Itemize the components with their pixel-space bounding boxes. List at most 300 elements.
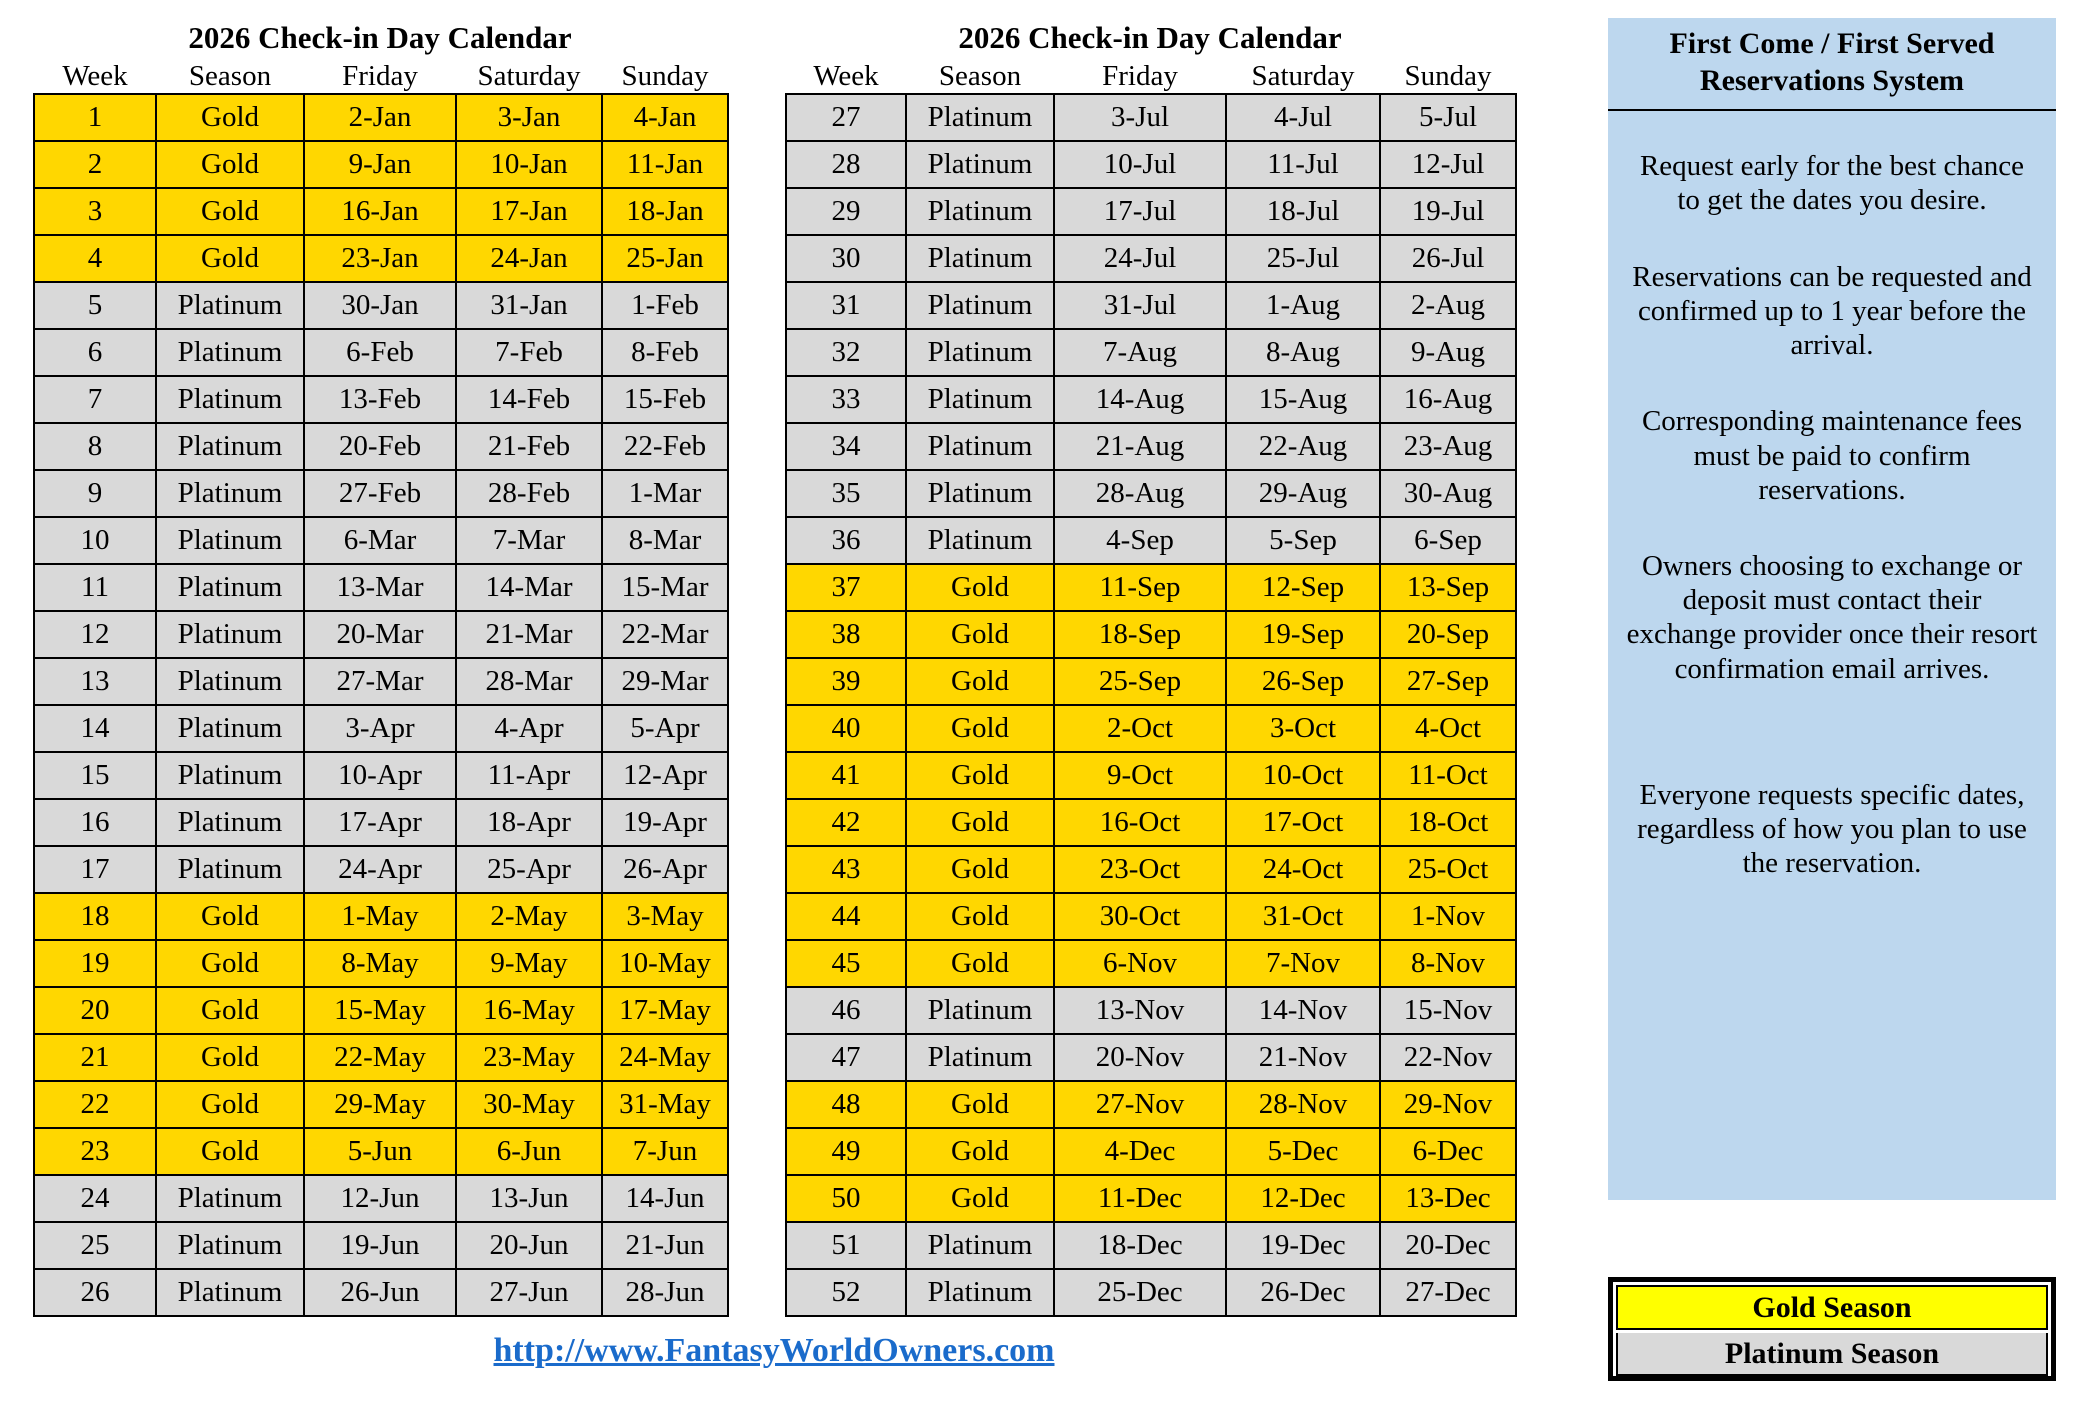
friday-cell: 4-Dec	[1054, 1128, 1226, 1175]
sunday-cell: 30-Aug	[1380, 470, 1516, 517]
friday-cell: 6-Mar	[304, 517, 456, 564]
week-cell: 8	[34, 423, 156, 470]
sunday-cell: 4-Jan	[602, 94, 728, 141]
sunday-cell: 26-Apr	[602, 846, 728, 893]
saturday-cell: 11-Apr	[456, 752, 602, 799]
table-row-week-34	[786, 423, 1516, 470]
sunday-cell: 5-Jul	[1380, 94, 1516, 141]
sunday-cell: 27-Dec	[1380, 1269, 1516, 1316]
friday-cell: 3-Jul	[1054, 94, 1226, 141]
week-cell: 31	[786, 282, 906, 329]
friday-cell: 23-Oct	[1054, 846, 1226, 893]
friday-cell: 13-Mar	[304, 564, 456, 611]
table-row-week-14	[34, 705, 728, 752]
week-cell: 9	[34, 470, 156, 517]
season-cell: Platinum	[906, 282, 1054, 329]
sunday-cell: 7-Jun	[602, 1128, 728, 1175]
saturday-cell: 27-Jun	[456, 1269, 602, 1316]
saturday-cell: 12-Dec	[1226, 1175, 1380, 1222]
table-row-week-15	[34, 752, 728, 799]
week-cell: 14	[34, 705, 156, 752]
info-paragraph: Everyone requests specific dates, regardless of how you plan to use the reservation.	[1637, 778, 2027, 880]
sunday-cell: 2-Aug	[1380, 282, 1516, 329]
saturday-cell: 19-Sep	[1226, 611, 1380, 658]
season-cell: Platinum	[156, 611, 304, 658]
week-cell: 37	[786, 564, 906, 611]
saturday-cell: 2-May	[456, 893, 602, 940]
table-row-week-33	[786, 376, 1516, 423]
saturday-cell: 31-Oct	[1226, 893, 1380, 940]
saturday-cell: 31-Jan	[456, 282, 602, 329]
friday-cell: 29-May	[304, 1081, 456, 1128]
saturday-cell: 10-Oct	[1226, 752, 1380, 799]
sunday-cell: 29-Mar	[602, 658, 728, 705]
saturday-cell: 8-Aug	[1226, 329, 1380, 376]
sunday-cell: 11-Jan	[602, 141, 728, 188]
table-row-week-50	[786, 1175, 1516, 1222]
sunday-cell: 13-Sep	[1380, 564, 1516, 611]
friday-cell: 18-Dec	[1054, 1222, 1226, 1269]
week-cell: 49	[786, 1128, 906, 1175]
sunday-cell: 18-Oct	[1380, 799, 1516, 846]
table-row-week-40	[786, 705, 1516, 752]
table-row-week-39	[786, 658, 1516, 705]
table-row-week-38	[786, 611, 1516, 658]
week-cell: 28	[786, 141, 906, 188]
sunday-cell: 31-May	[602, 1081, 728, 1128]
season-cell: Platinum	[906, 141, 1054, 188]
saturday-cell: 11-Jul	[1226, 141, 1380, 188]
table-row-week-19	[34, 940, 728, 987]
table-row-week-2	[34, 141, 728, 188]
sunday-cell: 17-May	[602, 987, 728, 1034]
table-row-week-31	[786, 282, 1516, 329]
column-header-saturday: Saturday	[1226, 60, 1380, 94]
sunday-cell: 26-Jul	[1380, 235, 1516, 282]
season-cell: Gold	[906, 752, 1054, 799]
saturday-cell: 16-May	[456, 987, 602, 1034]
season-cell: Gold	[906, 940, 1054, 987]
saturday-cell: 7-Feb	[456, 329, 602, 376]
saturday-cell: 19-Dec	[1226, 1222, 1380, 1269]
season-cell: Platinum	[156, 658, 304, 705]
table-row-week-9	[34, 470, 728, 517]
friday-cell: 11-Sep	[1054, 564, 1226, 611]
week-cell: 2	[34, 141, 156, 188]
season-cell: Gold	[156, 141, 304, 188]
friday-cell: 26-Jun	[304, 1269, 456, 1316]
season-cell: Platinum	[906, 517, 1054, 564]
sunday-cell: 8-Mar	[602, 517, 728, 564]
table-row-week-17	[34, 846, 728, 893]
saturday-cell: 14-Nov	[1226, 987, 1380, 1034]
week-cell: 13	[34, 658, 156, 705]
calendar-title-right: 2026 Check-in Day Calendar	[958, 20, 1342, 55]
season-cell: Gold	[906, 564, 1054, 611]
checkin-table-jul-dec	[785, 60, 1517, 1317]
friday-cell: 12-Jun	[304, 1175, 456, 1222]
season-cell: Gold	[906, 846, 1054, 893]
header-row	[34, 60, 728, 94]
sunday-cell: 8-Nov	[1380, 940, 1516, 987]
season-cell: Platinum	[906, 376, 1054, 423]
friday-cell: 30-Oct	[1054, 893, 1226, 940]
season-cell: Platinum	[156, 376, 304, 423]
week-cell: 22	[34, 1081, 156, 1128]
friday-cell: 16-Oct	[1054, 799, 1226, 846]
season-cell: Gold	[906, 1128, 1054, 1175]
info-paragraph: Owners choosing to exchange or deposit must contact their exchange provider once their resort confirmation email arrives.	[1626, 549, 2038, 685]
table-row-week-22	[34, 1081, 728, 1128]
season-cell: Gold	[906, 799, 1054, 846]
legend-platinum-season: Platinum Season	[1616, 1333, 2048, 1376]
table-row-week-11	[34, 564, 728, 611]
week-cell: 1	[34, 94, 156, 141]
week-cell: 48	[786, 1081, 906, 1128]
header-row	[786, 60, 1516, 94]
friday-cell: 13-Feb	[304, 376, 456, 423]
friday-cell: 27-Mar	[304, 658, 456, 705]
season-cell: Platinum	[906, 1222, 1054, 1269]
table-row-week-52	[786, 1269, 1516, 1316]
week-cell: 47	[786, 1034, 906, 1081]
friday-cell: 15-May	[304, 987, 456, 1034]
legend-gold-season: Gold Season	[1616, 1285, 2048, 1330]
sunday-cell: 1-Nov	[1380, 893, 1516, 940]
saturday-cell: 12-Sep	[1226, 564, 1380, 611]
friday-cell: 13-Nov	[1054, 987, 1226, 1034]
friday-cell: 2-Oct	[1054, 705, 1226, 752]
saturday-cell: 3-Oct	[1226, 705, 1380, 752]
friday-cell: 20-Feb	[304, 423, 456, 470]
table-row-week-51	[786, 1222, 1516, 1269]
reservations-panel-body	[1608, 111, 2056, 880]
table-row-week-45	[786, 940, 1516, 987]
season-cell: Gold	[906, 705, 1054, 752]
season-cell: Gold	[156, 235, 304, 282]
footer	[33, 1332, 1515, 1370]
season-cell: Platinum	[156, 564, 304, 611]
table-row-week-32	[786, 329, 1516, 376]
friday-cell: 8-May	[304, 940, 456, 987]
table-row-week-8	[34, 423, 728, 470]
season-cell: Platinum	[156, 282, 304, 329]
table-row-week-4	[34, 235, 728, 282]
friday-cell: 28-Aug	[1054, 470, 1226, 517]
week-cell: 15	[34, 752, 156, 799]
table-row-week-49	[786, 1128, 1516, 1175]
sunday-cell: 14-Jun	[602, 1175, 728, 1222]
saturday-cell: 7-Nov	[1226, 940, 1380, 987]
season-cell: Platinum	[156, 517, 304, 564]
sunday-cell: 3-May	[602, 893, 728, 940]
friday-cell: 19-Jun	[304, 1222, 456, 1269]
week-cell: 32	[786, 329, 906, 376]
saturday-cell: 10-Jan	[456, 141, 602, 188]
sunday-cell: 15-Feb	[602, 376, 728, 423]
friday-cell: 7-Aug	[1054, 329, 1226, 376]
week-cell: 34	[786, 423, 906, 470]
table-row-week-47	[786, 1034, 1516, 1081]
saturday-cell: 21-Mar	[456, 611, 602, 658]
season-cell: Platinum	[906, 94, 1054, 141]
week-cell: 5	[34, 282, 156, 329]
saturday-cell: 23-May	[456, 1034, 602, 1081]
sunday-cell: 15-Mar	[602, 564, 728, 611]
week-cell: 3	[34, 188, 156, 235]
friday-cell: 16-Jan	[304, 188, 456, 235]
table-row-week-43	[786, 846, 1516, 893]
friday-cell: 11-Dec	[1054, 1175, 1226, 1222]
saturday-cell: 26-Dec	[1226, 1269, 1380, 1316]
friday-cell: 5-Jun	[304, 1128, 456, 1175]
column-header-friday: Friday	[304, 60, 456, 94]
column-header-week: Week	[34, 60, 156, 94]
saturday-cell: 24-Oct	[1226, 846, 1380, 893]
season-cell: Gold	[156, 987, 304, 1034]
season-cell: Platinum	[906, 1269, 1054, 1316]
friday-cell: 3-Apr	[304, 705, 456, 752]
week-cell: 4	[34, 235, 156, 282]
week-cell: 25	[34, 1222, 156, 1269]
season-cell: Gold	[156, 1081, 304, 1128]
season-cell: Platinum	[906, 235, 1054, 282]
website-link[interactable]: http://www.FantasyWorldOwners.com	[493, 1332, 1055, 1369]
sunday-cell: 6-Sep	[1380, 517, 1516, 564]
week-cell: 36	[786, 517, 906, 564]
season-cell: Platinum	[906, 329, 1054, 376]
friday-cell: 20-Nov	[1054, 1034, 1226, 1081]
sunday-cell: 18-Jan	[602, 188, 728, 235]
sunday-cell: 27-Sep	[1380, 658, 1516, 705]
table-row-week-1	[34, 94, 728, 141]
season-cell: Platinum	[156, 799, 304, 846]
table-row-week-44	[786, 893, 1516, 940]
friday-cell: 14-Aug	[1054, 376, 1226, 423]
sunday-cell: 20-Sep	[1380, 611, 1516, 658]
week-cell: 20	[34, 987, 156, 1034]
week-cell: 45	[786, 940, 906, 987]
season-cell: Gold	[156, 940, 304, 987]
saturday-cell: 30-May	[456, 1081, 602, 1128]
friday-cell: 25-Sep	[1054, 658, 1226, 705]
table-row-week-10	[34, 517, 728, 564]
sunday-cell: 4-Oct	[1380, 705, 1516, 752]
table-row-week-25	[34, 1222, 728, 1269]
sunday-cell: 9-Aug	[1380, 329, 1516, 376]
saturday-cell: 18-Apr	[456, 799, 602, 846]
week-cell: 10	[34, 517, 156, 564]
season-cell: Platinum	[156, 1222, 304, 1269]
table-row-week-12	[34, 611, 728, 658]
saturday-cell: 25-Jul	[1226, 235, 1380, 282]
saturday-cell: 13-Jun	[456, 1175, 602, 1222]
friday-cell: 9-Oct	[1054, 752, 1226, 799]
sunday-cell: 24-May	[602, 1034, 728, 1081]
week-cell: 41	[786, 752, 906, 799]
season-cell: Gold	[906, 893, 1054, 940]
table-row-week-21	[34, 1034, 728, 1081]
friday-cell: 18-Sep	[1054, 611, 1226, 658]
table-row-week-37	[786, 564, 1516, 611]
sunday-cell: 5-Apr	[602, 705, 728, 752]
sunday-cell: 25-Oct	[1380, 846, 1516, 893]
week-cell: 29	[786, 188, 906, 235]
table-row-week-42	[786, 799, 1516, 846]
week-cell: 40	[786, 705, 906, 752]
season-cell: Gold	[906, 1081, 1054, 1128]
season-cell: Platinum	[156, 1175, 304, 1222]
table-row-week-35	[786, 470, 1516, 517]
info-paragraph: Request early for the best chance to get the dates you desire.	[1639, 150, 2025, 217]
week-cell: 12	[34, 611, 156, 658]
table-row-week-24	[34, 1175, 728, 1222]
table-row-week-3	[34, 188, 728, 235]
sunday-cell: 8-Feb	[602, 329, 728, 376]
table-row-week-13	[34, 658, 728, 705]
saturday-cell: 28-Mar	[456, 658, 602, 705]
friday-cell: 23-Jan	[304, 235, 456, 282]
friday-cell: 22-May	[304, 1034, 456, 1081]
saturday-cell: 7-Mar	[456, 517, 602, 564]
friday-cell: 10-Jul	[1054, 141, 1226, 188]
week-cell: 21	[34, 1034, 156, 1081]
table-row-week-36	[786, 517, 1516, 564]
column-header-sunday: Sunday	[1380, 60, 1516, 94]
sunday-cell: 12-Apr	[602, 752, 728, 799]
week-cell: 50	[786, 1175, 906, 1222]
sunday-cell: 1-Mar	[602, 470, 728, 517]
season-cell: Platinum	[906, 1034, 1054, 1081]
saturday-cell: 15-Aug	[1226, 376, 1380, 423]
season-cell: Platinum	[156, 1269, 304, 1316]
week-cell: 11	[34, 564, 156, 611]
friday-cell: 4-Sep	[1054, 517, 1226, 564]
saturday-cell: 28-Nov	[1226, 1081, 1380, 1128]
week-cell: 6	[34, 329, 156, 376]
table-row-week-6	[34, 329, 728, 376]
week-cell: 33	[786, 376, 906, 423]
saturday-cell: 29-Aug	[1226, 470, 1380, 517]
saturday-cell: 28-Feb	[456, 470, 602, 517]
friday-cell: 27-Nov	[1054, 1081, 1226, 1128]
saturday-cell: 25-Apr	[456, 846, 602, 893]
column-header-week: Week	[786, 60, 906, 94]
week-cell: 43	[786, 846, 906, 893]
table-row-week-18	[34, 893, 728, 940]
season-cell: Platinum	[156, 329, 304, 376]
season-cell: Gold	[156, 94, 304, 141]
season-cell: Platinum	[156, 423, 304, 470]
season-cell: Platinum	[156, 470, 304, 517]
column-header-sunday: Sunday	[602, 60, 728, 94]
season-cell: Platinum	[156, 752, 304, 799]
week-cell: 52	[786, 1269, 906, 1316]
week-cell: 17	[34, 846, 156, 893]
saturday-cell: 6-Jun	[456, 1128, 602, 1175]
season-cell: Gold	[906, 658, 1054, 705]
sunday-cell: 25-Jan	[602, 235, 728, 282]
column-header-saturday: Saturday	[456, 60, 602, 94]
reservations-info-panel	[1608, 18, 2056, 1200]
friday-cell: 1-May	[304, 893, 456, 940]
week-cell: 18	[34, 893, 156, 940]
sunday-cell: 19-Apr	[602, 799, 728, 846]
friday-cell: 25-Dec	[1054, 1269, 1226, 1316]
table-row-week-26	[34, 1269, 728, 1316]
sunday-cell: 23-Aug	[1380, 423, 1516, 470]
friday-cell: 2-Jan	[304, 94, 456, 141]
week-cell: 24	[34, 1175, 156, 1222]
friday-cell: 9-Jan	[304, 141, 456, 188]
week-cell: 30	[786, 235, 906, 282]
calendar-title-left: 2026 Check-in Day Calendar	[188, 20, 572, 55]
saturday-cell: 14-Feb	[456, 376, 602, 423]
table-row-week-48	[786, 1081, 1516, 1128]
saturday-cell: 5-Sep	[1226, 517, 1380, 564]
sunday-cell: 11-Oct	[1380, 752, 1516, 799]
table-row-week-29	[786, 188, 1516, 235]
table-row-week-41	[786, 752, 1516, 799]
week-cell: 46	[786, 987, 906, 1034]
saturday-cell: 26-Sep	[1226, 658, 1380, 705]
sunday-cell: 16-Aug	[1380, 376, 1516, 423]
sunday-cell: 19-Jul	[1380, 188, 1516, 235]
saturday-cell: 5-Dec	[1226, 1128, 1380, 1175]
table-row-week-7	[34, 376, 728, 423]
checkin-table-jan-jun	[33, 60, 729, 1317]
season-cell: Platinum	[156, 846, 304, 893]
week-cell: 39	[786, 658, 906, 705]
sunday-cell: 6-Dec	[1380, 1128, 1516, 1175]
sunday-cell: 29-Nov	[1380, 1081, 1516, 1128]
saturday-cell: 18-Jul	[1226, 188, 1380, 235]
week-cell: 44	[786, 893, 906, 940]
column-header-friday: Friday	[1054, 60, 1226, 94]
table-row-week-30	[786, 235, 1516, 282]
friday-cell: 17-Jul	[1054, 188, 1226, 235]
saturday-cell: 21-Feb	[456, 423, 602, 470]
friday-cell: 17-Apr	[304, 799, 456, 846]
table-row-week-27	[786, 94, 1516, 141]
sunday-cell: 10-May	[602, 940, 728, 987]
table-row-week-20	[34, 987, 728, 1034]
week-cell: 26	[34, 1269, 156, 1316]
saturday-cell: 3-Jan	[456, 94, 602, 141]
week-cell: 23	[34, 1128, 156, 1175]
season-legend	[1608, 1277, 2056, 1381]
season-cell: Platinum	[906, 470, 1054, 517]
friday-cell: 27-Feb	[304, 470, 456, 517]
sunday-cell: 20-Dec	[1380, 1222, 1516, 1269]
sunday-cell: 21-Jun	[602, 1222, 728, 1269]
saturday-cell: 9-May	[456, 940, 602, 987]
friday-cell: 24-Jul	[1054, 235, 1226, 282]
season-cell: Platinum	[906, 423, 1054, 470]
sunday-cell: 22-Nov	[1380, 1034, 1516, 1081]
column-header-season: Season	[156, 60, 304, 94]
friday-cell: 10-Apr	[304, 752, 456, 799]
sunday-cell: 22-Feb	[602, 423, 728, 470]
week-cell: 35	[786, 470, 906, 517]
saturday-cell: 21-Nov	[1226, 1034, 1380, 1081]
saturday-cell: 24-Jan	[456, 235, 602, 282]
week-cell: 38	[786, 611, 906, 658]
week-cell: 27	[786, 94, 906, 141]
table-row-week-23	[34, 1128, 728, 1175]
season-cell: Platinum	[906, 987, 1054, 1034]
table-row-week-46	[786, 987, 1516, 1034]
